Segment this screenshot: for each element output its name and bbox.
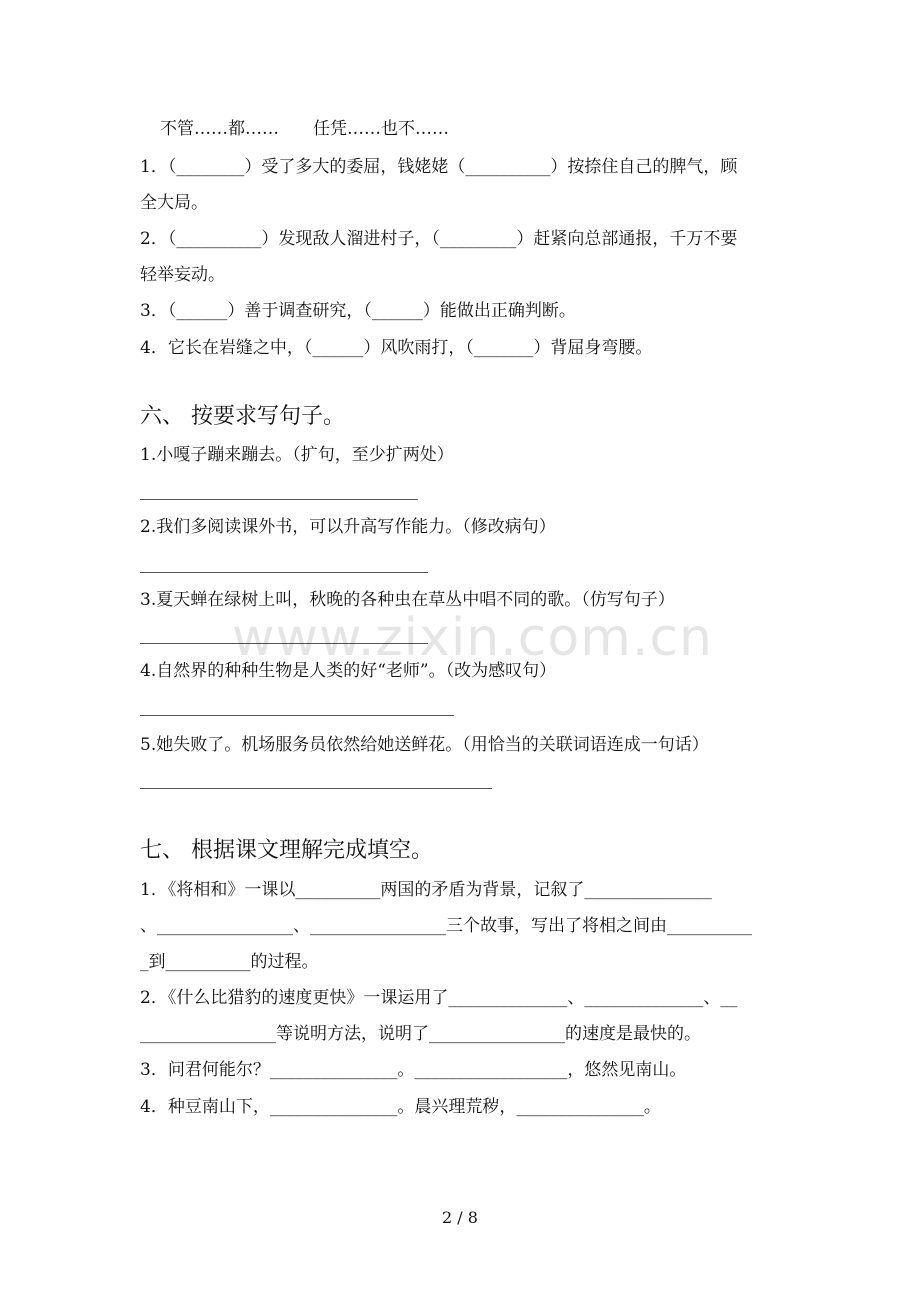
sec7-q3: 3．问君何能尔？_______________。__________________，悠然见南山。 [140, 1060, 687, 1080]
section-seven-heading: 七、 根据课文理解完成填空。 [140, 838, 433, 863]
sec5-q1-line2: 全大局。 [140, 193, 208, 213]
sec5-q4: 4．它长在岩缝之中，（______）风吹雨打，（_______）背屈身弯腰。 [140, 338, 653, 358]
answer-line-5 [140, 788, 492, 789]
sec5-q3: 3．（______）善于调查研究，（______）能做出正确判断。 [140, 301, 576, 321]
conjunction-options: 不管……都…… 任凭……也不…… [160, 119, 449, 139]
sec5-q2-line2: 轻举妄动。 [140, 265, 225, 285]
sec7-q1-line1: 1．《将相和》一课以__________两国的矛盾为背景，记叙了_______________ [140, 880, 712, 900]
answer-line-1 [140, 499, 418, 500]
watermark: www.zixin.com.cn [232, 608, 713, 668]
answer-line-2 [140, 572, 428, 573]
section-six-heading: 六、 按要求写句子。 [140, 404, 345, 429]
answer-line-4 [140, 715, 454, 716]
sec6-q1: 1.小嘎子蹦来蹦去。（扩句，至少扩两处） [140, 445, 454, 465]
sec7-q1-line3: _到__________的过程。 [140, 952, 319, 972]
sec7-q4: 4．种豆南山下，_______________。晨兴理荒秽，_______________。 [140, 1097, 661, 1117]
sec5-q2-line1: 2．（__________）发现敌人溜进村子，（_________）赶紧向总部通报，千万不要 [140, 229, 738, 249]
sec7-q2-line1: 2．《什么比猎豹的速度更快》一课运用了______________、______________、__ [140, 988, 738, 1008]
sec5-q1-line1: 1．（________）受了多大的委屈，钱姥姥（__________）按捺住自己的脾气，顾 [140, 157, 738, 177]
sec6-q3: 3.夏天蝉在绿树上叫，秋晚的各种虫在草丛中唱不同的歌。（仿写句子） [140, 590, 675, 610]
sec7-q1-line2: 、________________、________________三个故事，写出了将相之间由__________ [140, 916, 752, 936]
sec6-q5: 5.她失败了。机场服务员依然给她送鲜花。（用恰当的关联词语连成一句话） [140, 735, 709, 755]
sec6-q2: 2.我们多阅读课外书，可以升高写作能力。（修改病句） [140, 517, 556, 537]
sec6-q4: 4.自然界的种种生物是人类的好“老师”。（改为感叹句） [140, 661, 557, 681]
sec7-q2-line2: ________________等说明方法，说明了________________的速度是最快的。 [140, 1024, 701, 1044]
page-number: 2 / 8 [442, 1208, 478, 1227]
